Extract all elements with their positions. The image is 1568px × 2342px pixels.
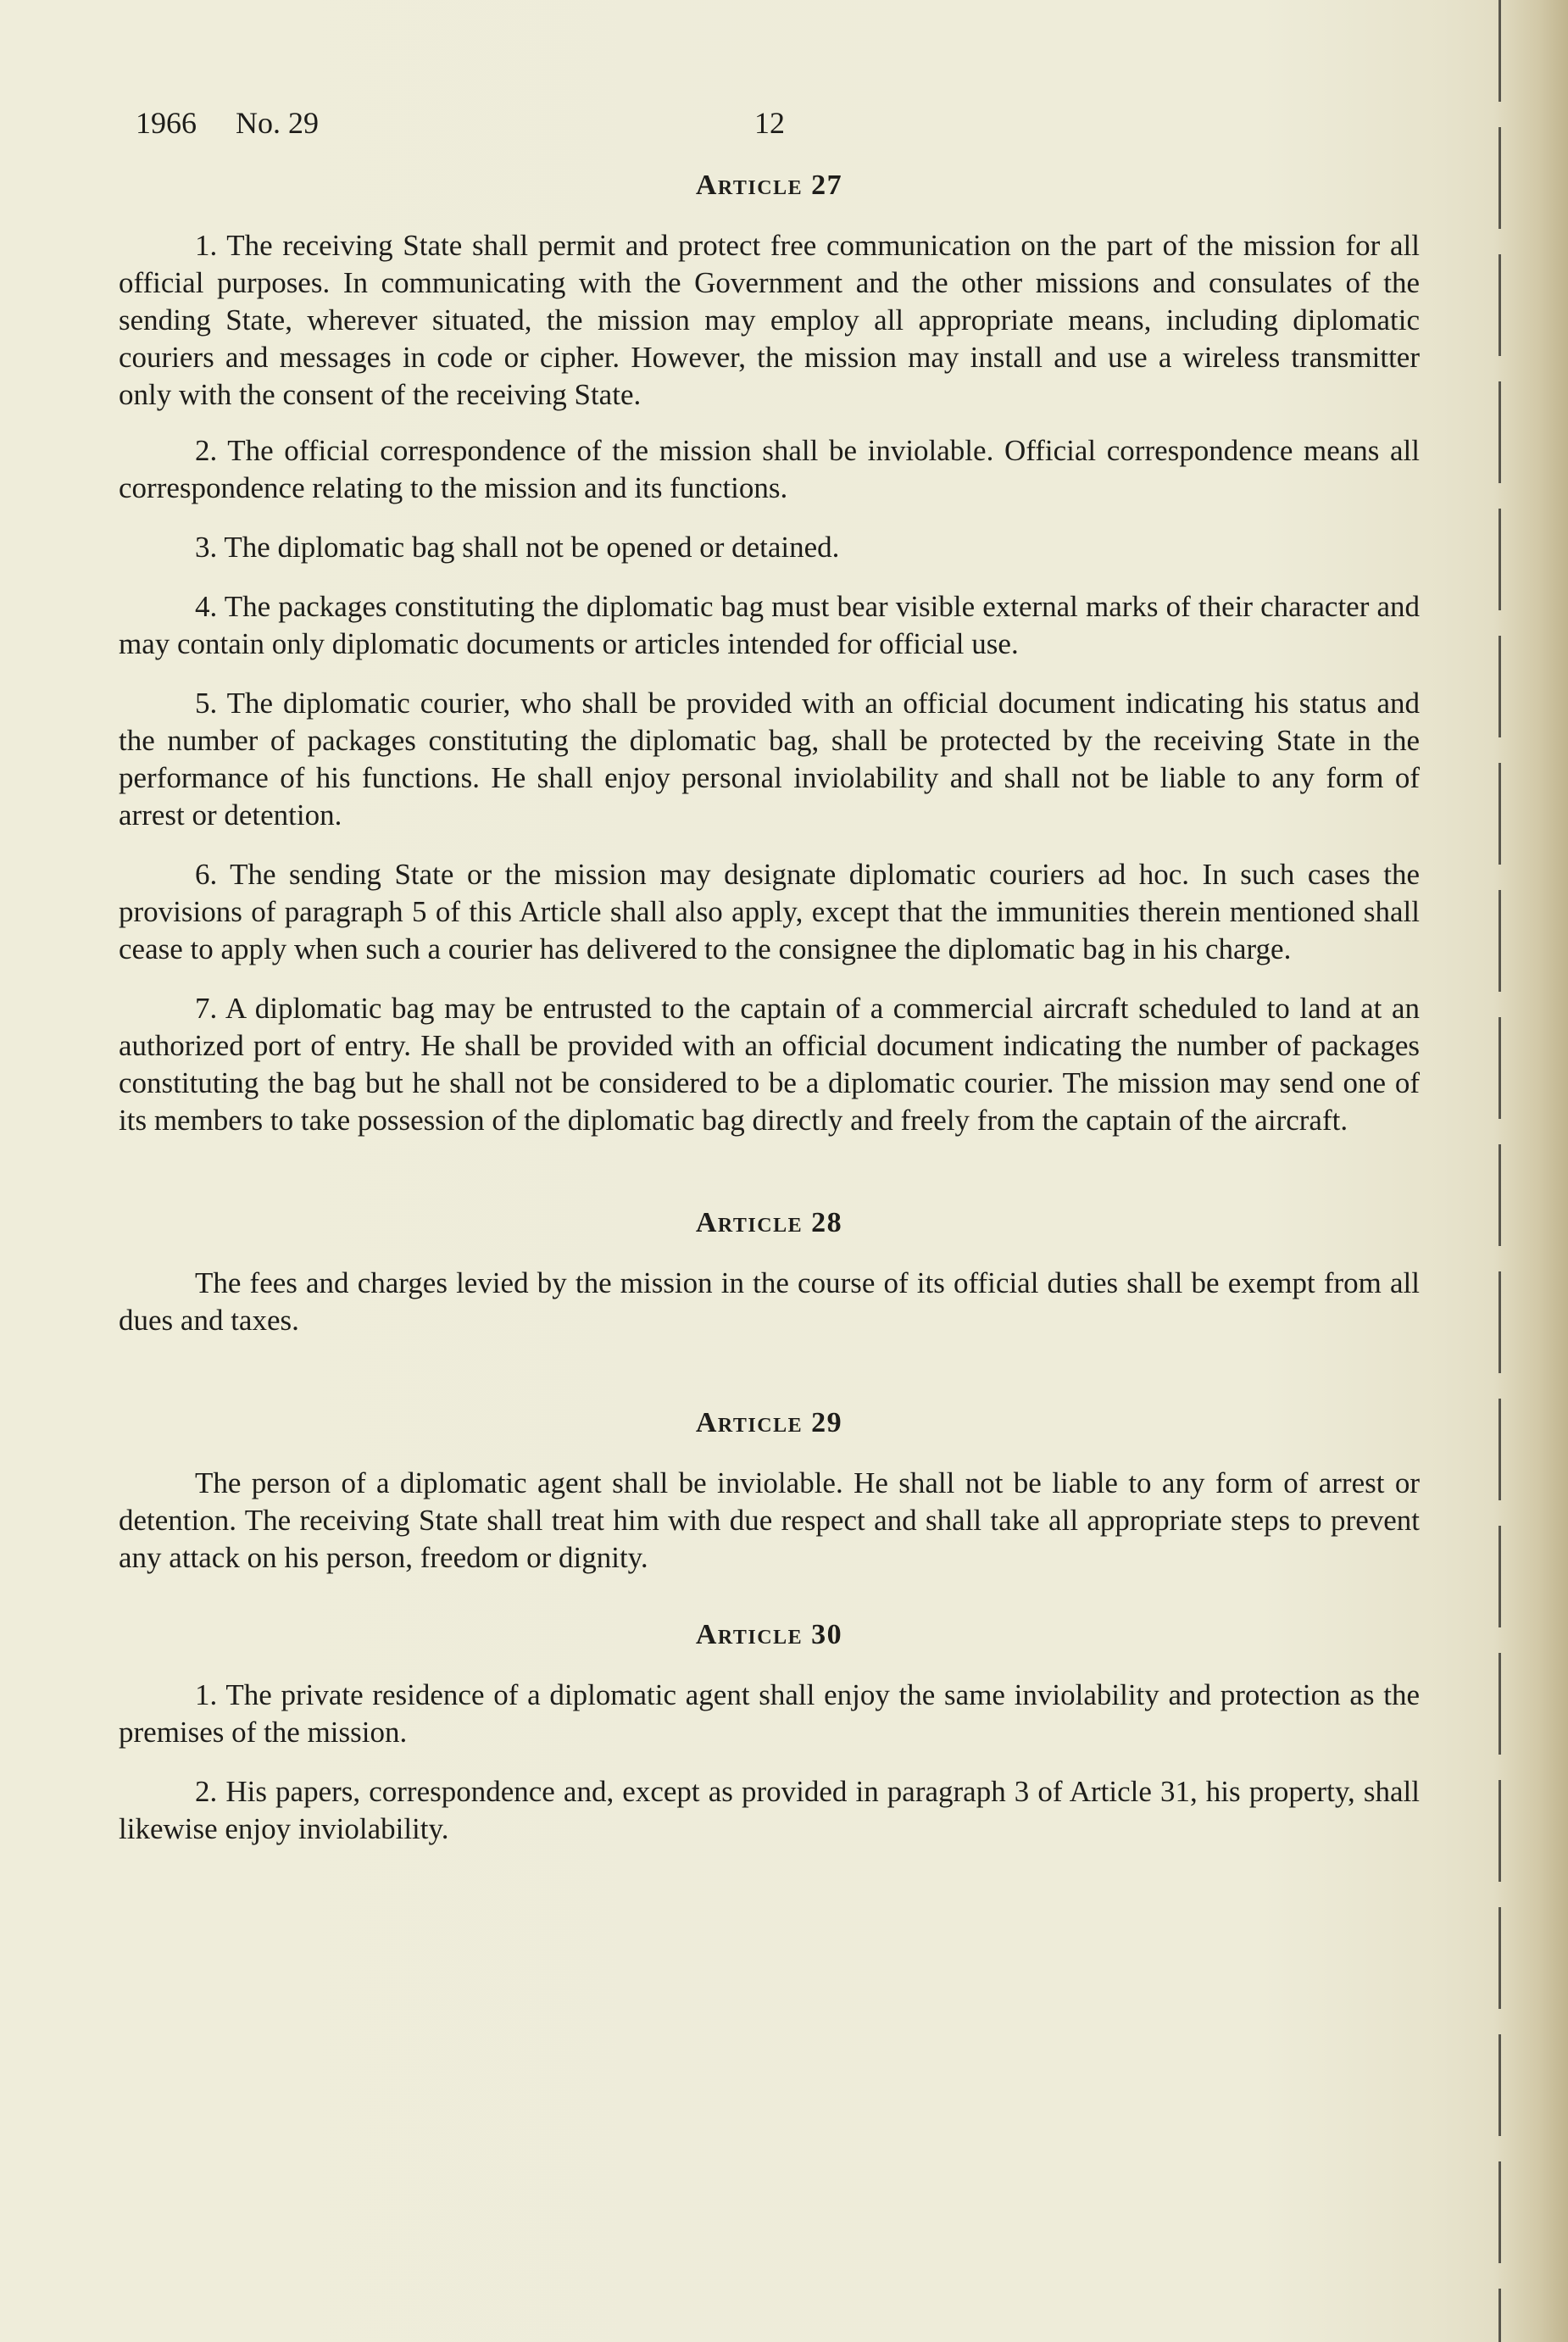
page-number: 12 [754,106,785,140]
article-29 [119,1407,1420,1577]
article-paragraph: 2. His papers, correspondence and, except as provided in paragraph 3 of Article 31, his property, shall likewise enjoy inviolability. [119,1775,1420,1845]
article-paragraph: 6. The sending State or the mission may designate diplomatic couriers ad hoc. In such cases the provisions of paragraph 5 of this Article shall also apply, except that the immunities therein mentioned shall cease to apply when such a courier has delivered to the consignee the diplomatic bag in his charge. [119,858,1420,965]
document-body [119,170,1420,1848]
article-heading: Article 29 [695,1407,843,1438]
page-binding-edge [1493,0,1568,2342]
article-30 [119,1619,1420,1848]
header-number: No. 29 [236,106,319,140]
article-paragraph: 1. The private residence of a diplomatic agent shall enjoy the same inviolability and protection as the premises of the mission. [119,1678,1420,1749]
article-paragraph: The fees and charges levied by the mission in the course of its official duties shall be exempt from all dues and taxes. [119,1266,1420,1337]
article-paragraph: 5. The diplomatic courier, who shall be provided with an official document indicating his status and the number of packages constituting the diplomatic bag, shall be protected by the receiving State in the performance of his functions. He shall enjoy personal inviolability and shall not be liable to any form of arrest or detention. [119,687,1420,832]
article-28 [119,1207,1420,1339]
page-binding-line [1498,0,1501,2342]
article-paragraph: 1. The receiving State shall permit and protect free communication on the part of the mission for all official purposes. In communicating with the Government and the other missions and consulates of the sending State, wherever situated, the mission may employ all appropriate means, including diplomatic couriers and messages in code or cipher. However, the mission may install and use a wireless transmitter only with the consent of the receiving State. [119,229,1420,411]
article-paragraph: 7. A diplomatic bag may be entrusted to the captain of a commercial aircraft scheduled to land at an authorized port of entry. He shall be provided with an official document indicating the number of packages constituting the bag but he shall not be considered to be a diplomatic courier. The mission may send one of its members to take possession of the diplomatic bag directly and freely from the captain of the aircraft. [119,992,1420,1137]
article-paragraph: The person of a diplomatic agent shall be inviolable. He shall not be liable to any form of arrest or detention. The receiving State shall treat him with due respect and shall take all appropriate steps to prevent any attack on his person, freedom or dignity. [119,1466,1420,1574]
page-header [136,105,814,147]
article-heading: Article 30 [695,1619,843,1650]
article-heading: Article 27 [695,170,843,201]
header-year: 1966 [136,106,197,140]
article-heading: Article 28 [695,1207,843,1238]
article-paragraph: 3. The diplomatic bag shall not be opened or detained. [195,531,840,564]
article-paragraph: 4. The packages constituting the diplomatic bag must bear visible external marks of their character and may contain only diplomatic documents or articles intended for official use. [119,590,1420,660]
article-paragraph: 2. The official correspondence of the mission shall be inviolable. Official correspondence means all correspondence relating to the mission and its functions. [119,434,1420,504]
article-27 [119,170,1420,1139]
